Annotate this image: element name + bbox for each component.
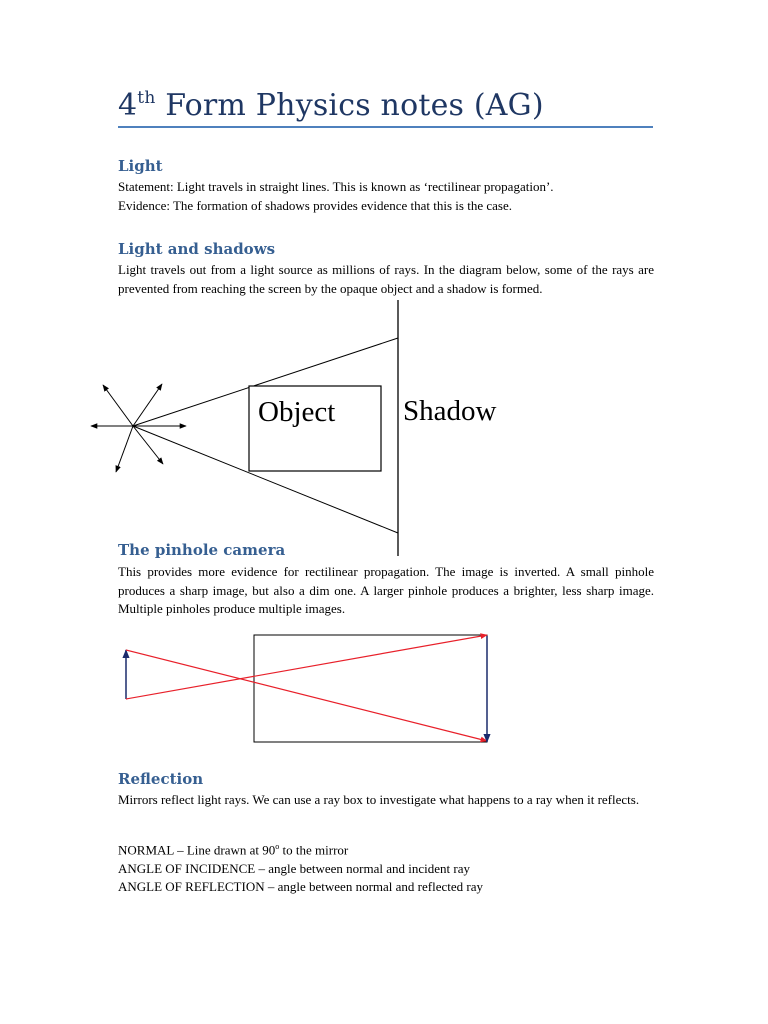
ray-up-right-arrow — [133, 384, 162, 426]
reflection-paragraph: Mirrors reflect light rays. We can use a ray box to investigate what happens to a ray when it reflects. — [118, 792, 640, 807]
title-underline — [118, 126, 653, 128]
camera-box — [254, 635, 487, 742]
light-statement: Statement: Light travels in straight lines. This is known as ‘rectilinear propagation’. — [118, 179, 554, 194]
shadow-diagram — [0, 296, 768, 560]
title-number: 4 — [118, 88, 138, 123]
title-text: Form Physics notes (AG) — [155, 88, 544, 123]
degree-superscript: o — [275, 842, 280, 851]
pinhole-diagram — [0, 625, 768, 755]
object-label: Object — [258, 396, 336, 428]
normal-def-tail: to the mirror — [279, 842, 349, 858]
heading-reflection: Reflection — [118, 770, 204, 788]
pinhole-paragraph: This provides more evidence for rectilinear propagation. The image is inverted. A small pinhole produces a sharp image, but also a dim one. A larger pinhole produces a brighter, less sharp image. Multiple pinholes produce multiple images. — [118, 564, 654, 616]
light-paragraph — [118, 178, 654, 215]
reflection-definitions — [118, 838, 654, 897]
light-evidence: Evidence: The formation of shadows provides evidence that this is the case. — [118, 197, 512, 213]
ray-bottom-to-top — [126, 635, 487, 699]
ray-up-left-arrow — [103, 385, 133, 426]
heading-pinhole-camera: The pinhole camera — [118, 541, 286, 559]
title-superscript: th — [137, 88, 156, 108]
normal-definition — [118, 838, 654, 860]
heading-light: Light — [118, 157, 163, 175]
ray-down-left-arrow — [116, 426, 133, 472]
shadow-label: Shadow — [403, 395, 497, 427]
ray-top-to-bottom — [126, 650, 487, 741]
heading-light-and-shadows: Light and shadows — [118, 240, 276, 258]
angle-of-reflection-definition: ANGLE OF REFLECTION – angle between normal and reflected ray — [118, 879, 483, 895]
angle-of-incidence-definition: ANGLE OF INCIDENCE – angle between normal and incident ray — [118, 860, 470, 876]
normal-def-text: NORMAL – Line drawn at 90 — [118, 842, 276, 858]
page-title — [118, 88, 544, 123]
shadows-paragraph: Light travels out from a light source as millions of rays. In the diagram below, some of the rays are prevented from reaching the screen by the opaque object and a shadow is formed. — [118, 262, 654, 296]
